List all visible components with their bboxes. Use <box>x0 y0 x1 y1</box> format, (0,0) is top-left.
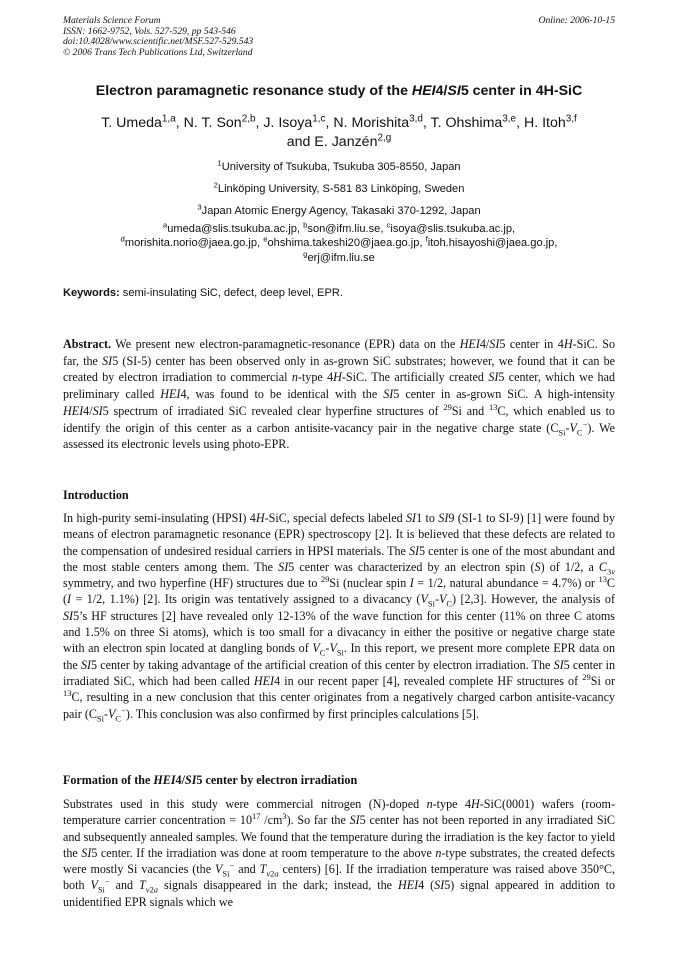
email-link[interactable]: son@ifm.liu.se <box>307 223 381 235</box>
journal-header <box>63 16 615 58</box>
introduction-paragraph: In high-purity semi-insulating (HPSI) 4H-SiC, special defects labeled SI1 to SI9 (SI-1 to SI-9) [1] were found by means of electron paramagnetic resonance (EPR) spectroscopy [2]. It is believed that these defects are related to the compensation of undesired residual carriers in HPSI materials. The SI5 center is one of the most abundant and the most stable centers among them. The SI5 center was characterized by an electron spin (S) of 1/2, a $C_{3v}$ symmetry, and two hyperfine (HF) structures due to $^{29}$Si (nuclear spin I = 1/2, natural abundance = 4.7%) or $^{13}$C (I = 1/2, 1.1%) [2]. Its origin was tentatively assigned to a divacancy $(V_{Si}-V_C)$ [2,3]. However, the analysis of SI5’s HF structures [2] have revealed only 12-13% of the wave function for this center (11% on three C atoms and 1.5% on three Si atoms), which is too small for a divacancy in either the positive or negative charge state with an electron spin located at dangling bonds of $V_C-V_{Si}$. In this report, we present more complete EPR data on the SI5 center by taking advantage of the artificial creation of this center by electron irradiation. The SI5 center in irradiated SiC, which had been called HEI4 in our recent paper [4], revealed complete HF structures of $^{29}$Si or $^{13}$C, resulting in a new conclusion that this center originates from a negatively charged carbon antisite-vacancy pair $(C_{Si}-V_C^-)$. This conclusion was also confirmed by first principles calculations [5]. <box>63 511 616 723</box>
author: E. Janzén <box>314 134 378 150</box>
email-link[interactable]: ohshima.takeshi20@jaea.go.jp <box>267 237 420 250</box>
author: T. Umeda <box>101 115 162 131</box>
email-link[interactable]: itoh.hisayoshi@jaea.go.jp <box>427 237 555 250</box>
affiliation: $^3$Japan Atomic Energy Agency, Takasaki 370-1292, Japan <box>197 202 481 217</box>
email-link[interactable]: erj@ifm.liu.se <box>307 251 375 264</box>
online-date: Online: 2006-10-15 <box>538 15 615 26</box>
abstract-label: Abstract. <box>63 337 112 351</box>
email-link[interactable]: umeda@slis.tsukuba.ac.jp <box>167 223 297 235</box>
journal-issn: ISSN: 1662-9752, Vols. 527-529, pp 543-546 <box>63 25 236 37</box>
author: N. T. Son <box>183 115 242 131</box>
journal-doi: doi:10.4028/www.scientific.net/MSF.527-529.543 <box>63 36 254 48</box>
email-link[interactable]: isoya@slis.tsukuba.ac.jp <box>390 223 513 235</box>
journal-name: Materials Science Forum <box>63 15 161 26</box>
journal-copyright: © 2006 Trans Tech Publications Ltd, Switzerland <box>63 46 253 58</box>
section-heading-introduction: Introduction <box>63 488 129 502</box>
author: T. Ohshima <box>430 115 503 131</box>
author: H. Itoh <box>523 115 566 131</box>
author: J. Isoya <box>263 115 313 131</box>
paper-title: Electron paramagnetic resonance study of the HEI4/SI5 center in 4H-SiC <box>95 83 583 99</box>
affiliation: $^2$Linköping University, S-581 83 Linköping, Sweden <box>213 180 465 195</box>
author-list: T. Umeda$^{1,a}$, N. T. Son$^{2,b}$, J. Isoya$^{1,c}$, N. Morishita$^{3,d}$, T. Ohshima$^{3,e}$, H. Itoh$^{3,f}$ and E. Janzén$^{2,g}$ <box>101 113 577 150</box>
section-heading-formation: Formation of the HEI4/SI5 center by electron irradiation <box>63 773 358 787</box>
author-emails: $^a$umeda@slis.tsukuba.ac.jp, $^b$son@ifm.liu.se, $^c$isoya@slis.tsukuba.ac.jp, $^d$morishita.norio@jaea.go.jp, $^e$ohshima.takeshi20@jaea.go.jp, $^f$itoh.hisayoshi@jaea.go.jp, $^g$erj@ifm.liu.se <box>120 220 558 264</box>
formation-paragraph: Substrates used in this study were commercial nitrogen (N)-doped n-type 4H-SiC(0001) wafers (room-temperature carrier concentration = $10^{17}$ $/cm^3$). So far the SI5 center has not been reported in any irradiated SiC and subsequently annealed samples. We found that the temperature during the irradiation is the key factor to yield the SI5 center. If the irradiation was done at room temperature to the above n-type substrates, the created defects were mostly Si vacancies (the $V_{Si}^-$ and $T_{v2a}$ centers) [6]. If the irradiation temperature was raised above 350°C, both $V_{Si}^-$ and $T_{v2a}$ signals disappeared in the dark; instead, the HEI4 (SI5) signal appeared in addition to unidentified EPR signals which we <box>63 797 615 909</box>
author: N. Morishita <box>333 115 410 131</box>
keywords: Keywords: semi-insulating SiC, defect, deep level, EPR. <box>63 287 343 299</box>
affiliations <box>40 156 638 222</box>
affiliation: $^1$University of Tsukuba, Tsukuba 305-8550, Japan <box>217 158 461 173</box>
abstract: Abstract. We present new electron-paramagnetic-resonance (EPR) data on the HEI4/SI5 center in 4H-SiC. So far, the SI5 (SI-5) center has been observed only in as-grown SiC substrates; however, we found that it can be created by electron irradiation to commercial n-type 4H-SiC. The artificially created SI5 center, which we had preliminary called HEI4, was found to be identical with the SI5 center in as-grown SiC. A high-intensity HEI4/SI5 spectrum of irradiated SiC revealed clear hyperfine structures of $^{29}$Si and $^{13}$C, which enabled us to identify the origin of this center as a carbon antisite-vacancy pair in the negative charge state $(C_{Si}-V_C^-)$. We assessed its electronic levels using photo-EPR. <box>63 337 616 452</box>
email-link[interactable]: morishita.norio@jaea.go.jp <box>124 237 258 250</box>
